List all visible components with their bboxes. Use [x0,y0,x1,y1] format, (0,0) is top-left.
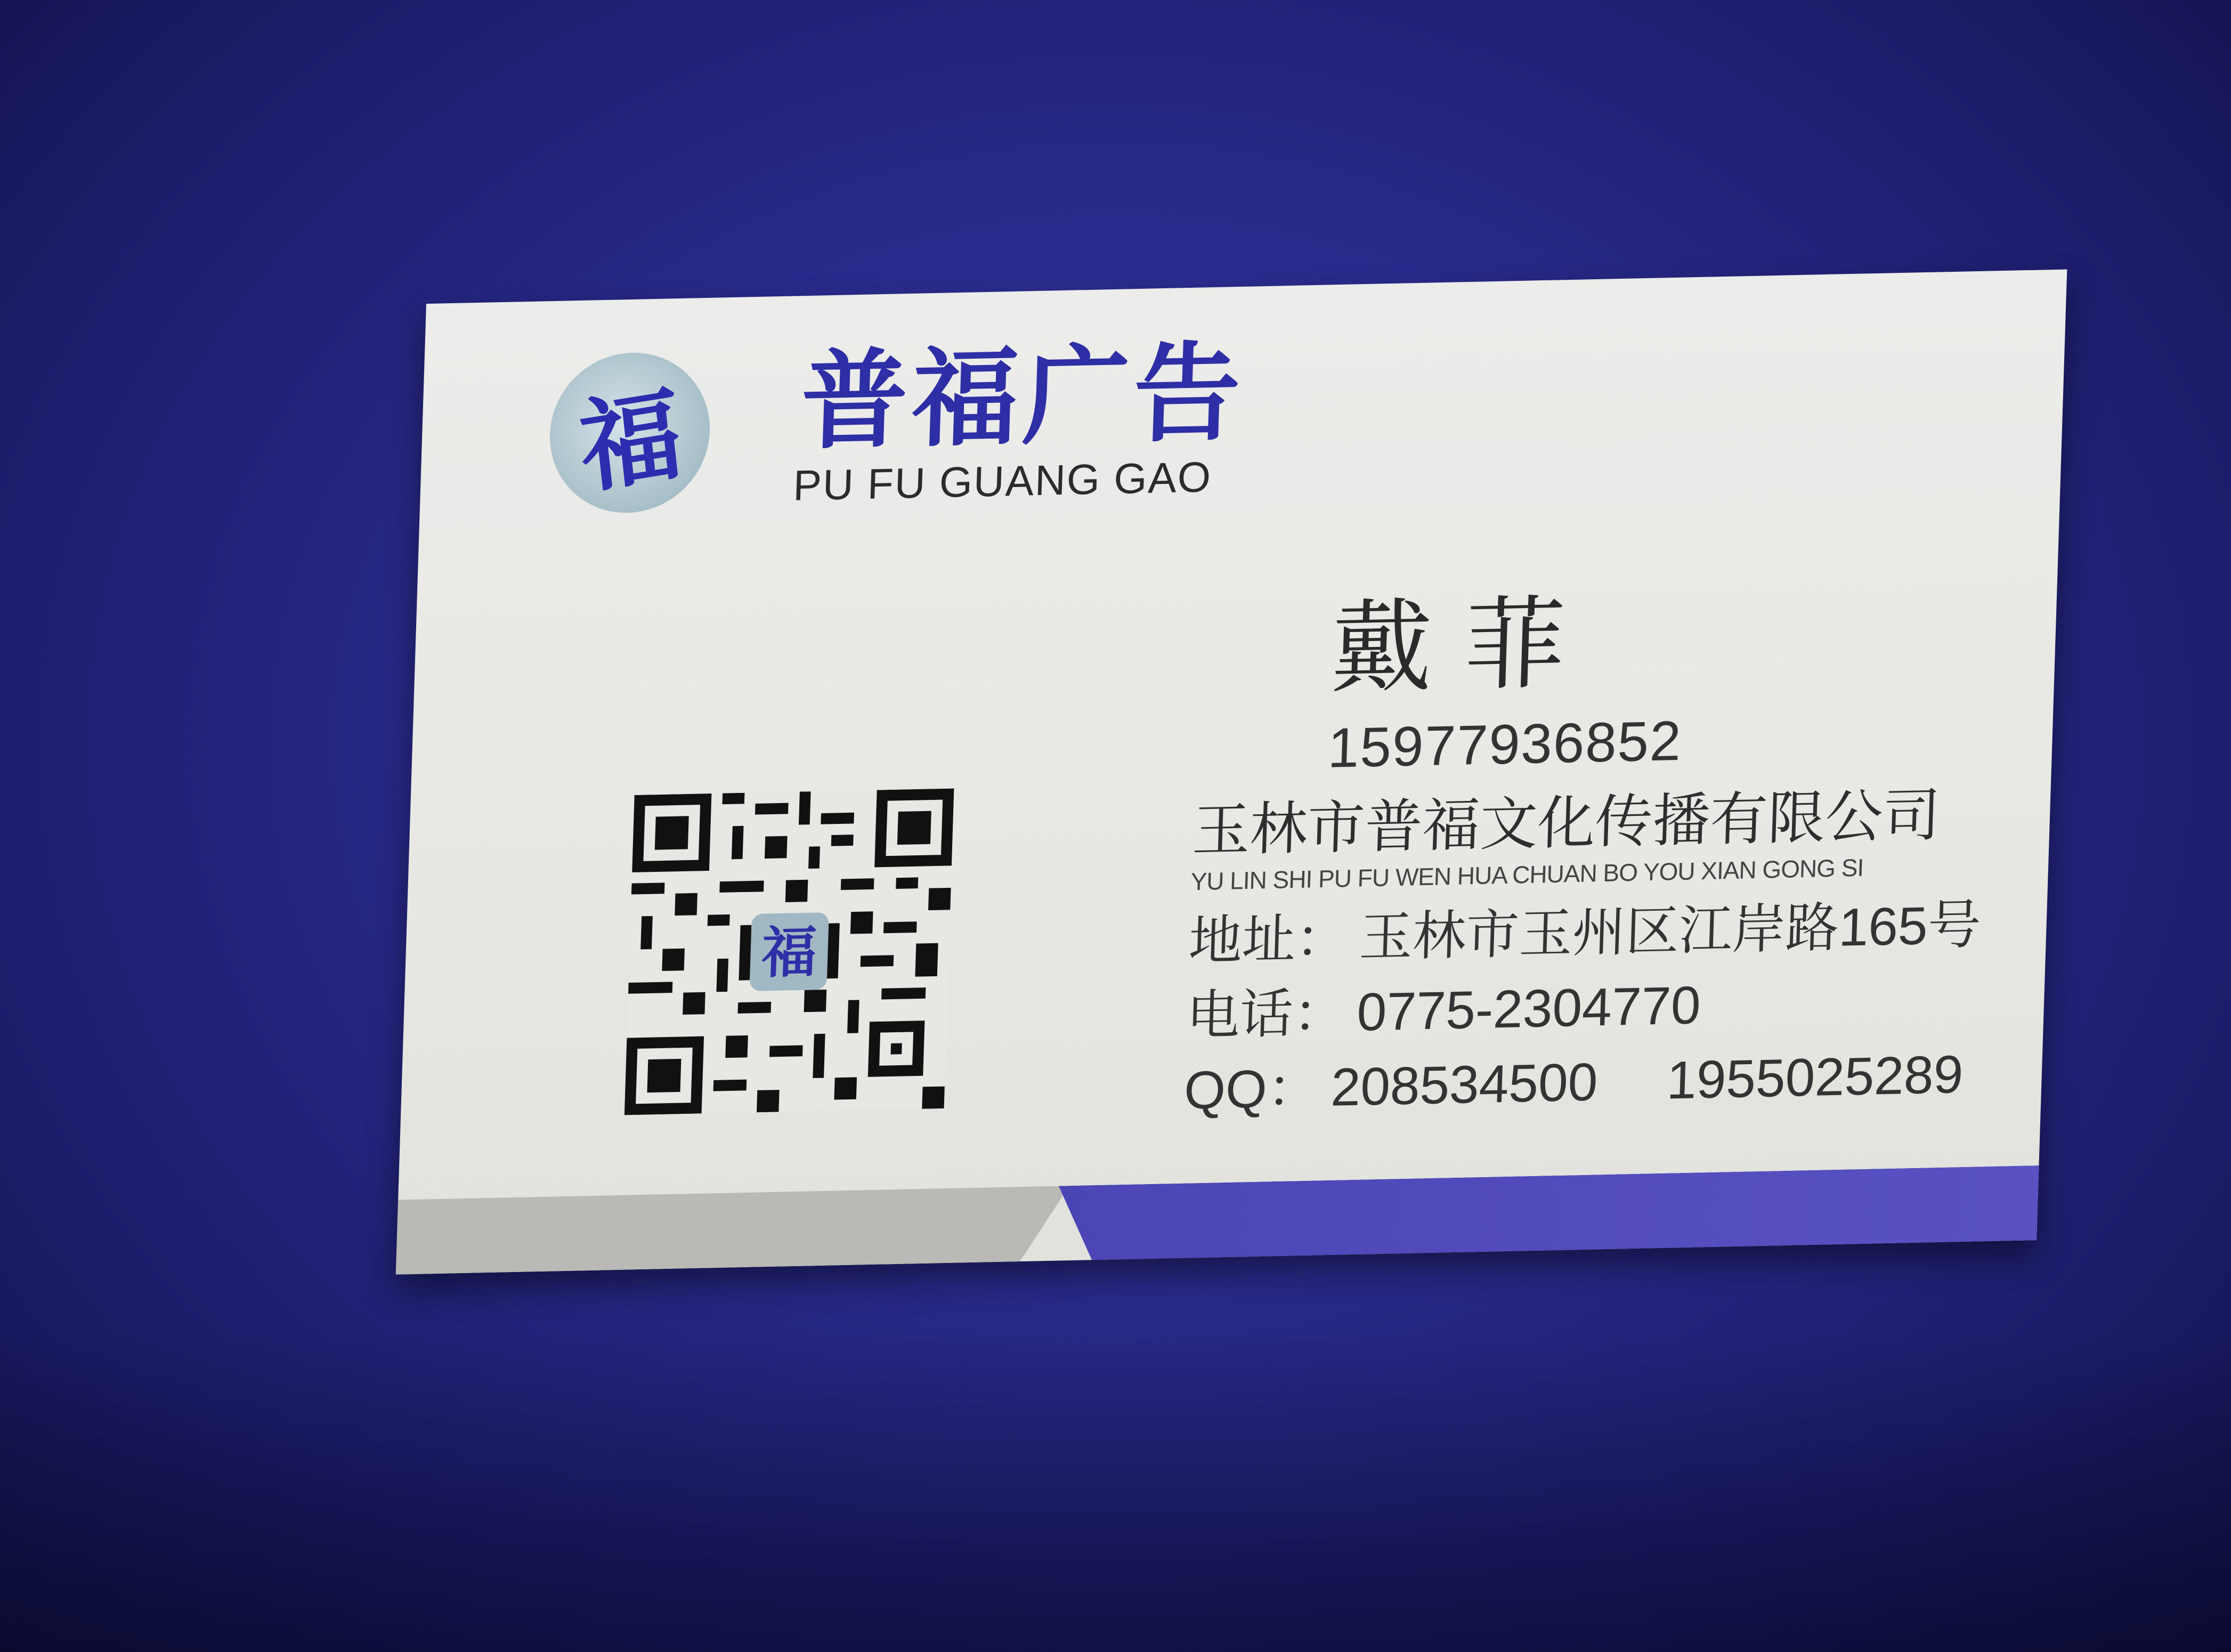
qr-finder-top-left [632,793,711,872]
address-line [1188,892,2067,970]
footer-stripe-blue [1056,1165,2067,1272]
contact-info [1183,779,2067,1120]
brand-name-pinyin: PU FU GUANG GAO [792,453,1213,509]
company-name-chinese: 玉林市普福文化传播有限公司 [1191,782,1942,863]
phone-value: 0775-2304770 [1356,975,1702,1042]
qr-code [624,788,954,1115]
person-name: 戴菲 [1329,584,1600,708]
qr-finder-top-right [874,788,954,867]
qq-label: QQ： [1183,1057,1321,1121]
logo-character: 福 [574,374,688,508]
business-card [396,269,2067,1274]
qq-value-1: 208534500 [1330,1052,1599,1117]
qr-finder-bottom-left [624,1036,704,1115]
table-surface-shadow [0,1332,2231,1652]
brand-name-chinese: 普福广告 [799,330,1247,465]
footer-stripe-gray [396,1186,1069,1275]
company-logo [547,351,712,515]
address-label: 地址： [1188,908,1350,971]
phone-label: 电话： [1185,982,1348,1046]
qr-center-logo-char: 福 [760,920,818,986]
phone-line [1186,966,2067,1045]
address-value: 玉林市玉州区江岸路165号 [1358,894,1982,968]
qq-line [1183,1041,2067,1120]
mobile-number: 15977936852 [1327,709,1683,780]
qq-value-2: 1955025289 [1666,1044,1965,1111]
company-name-pinyin: YU LIN SHI PU FU WEN HUA CHUAN BO YOU XIAN GONG SI [1190,853,1864,896]
